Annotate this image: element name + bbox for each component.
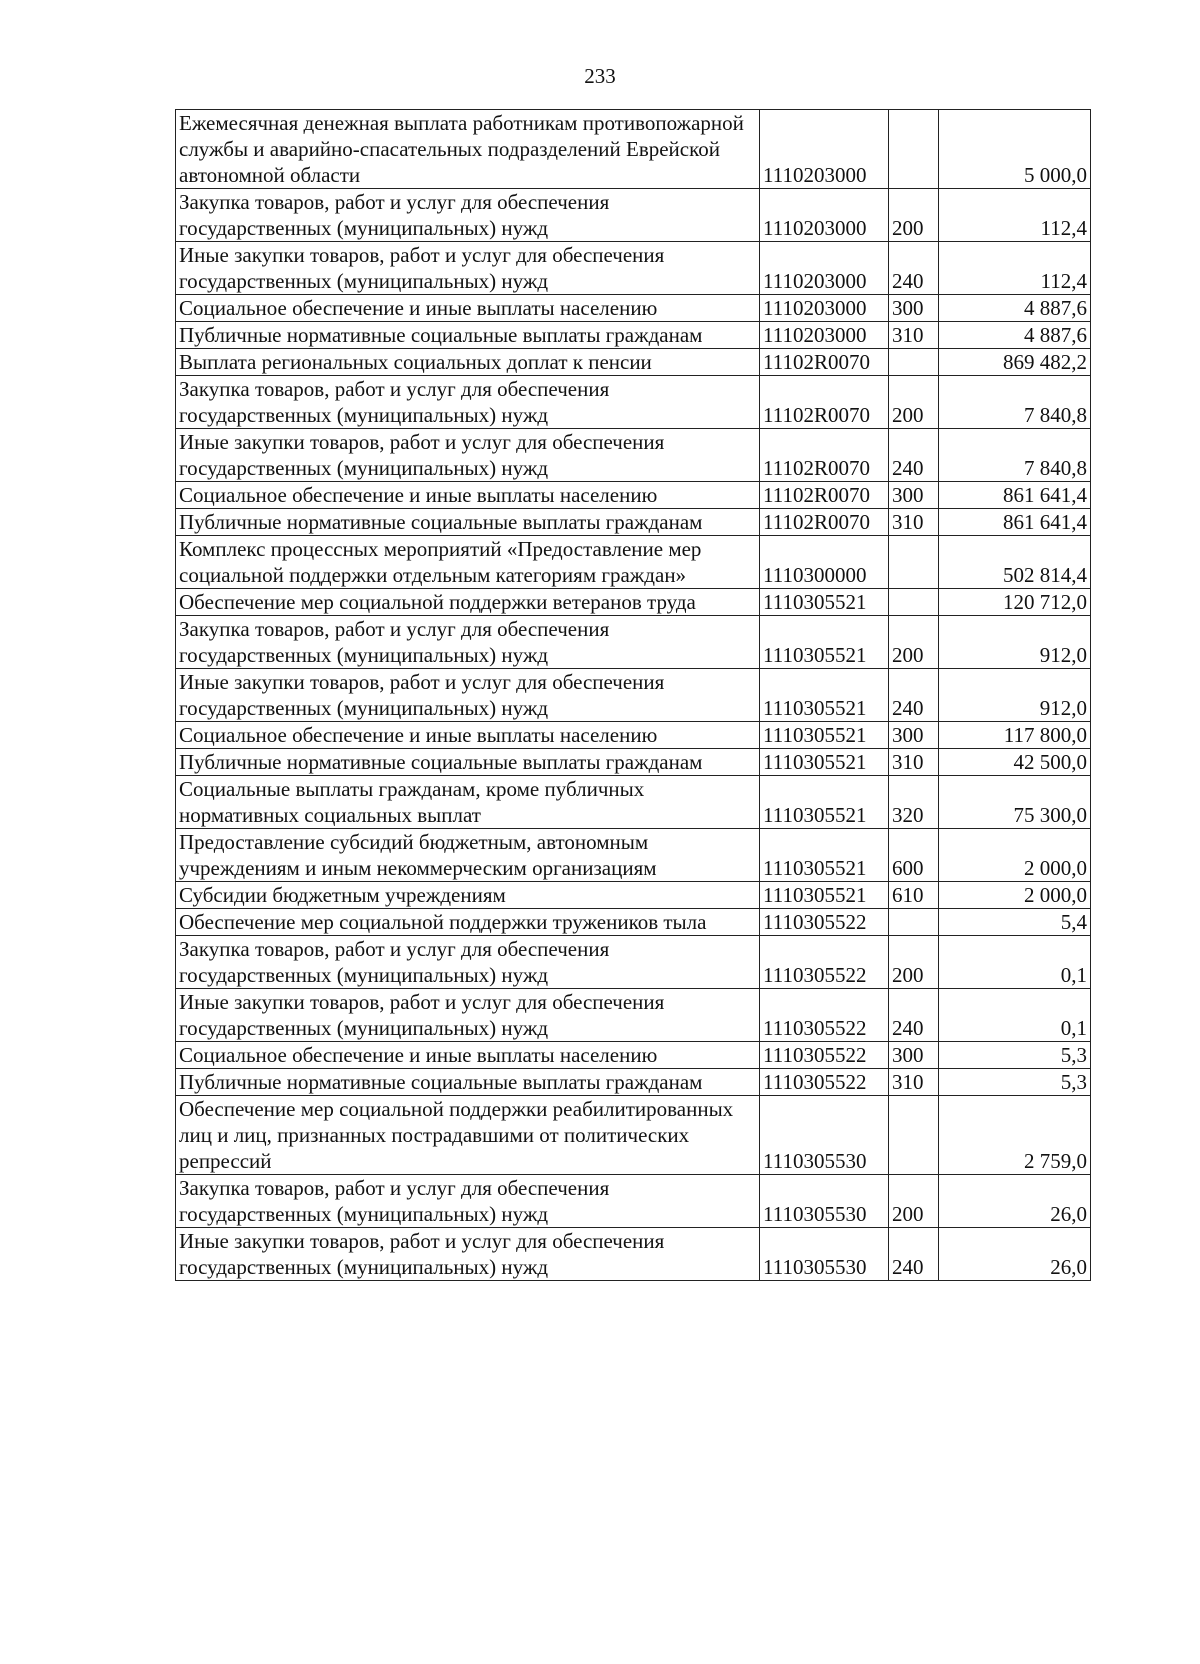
row-code-cell: 11102R0070 [760, 349, 889, 376]
row-amount-cell: 869 482,2 [939, 349, 1091, 376]
row-name-cell: Обеспечение мер социальной поддержки ветеранов труда [176, 589, 760, 616]
row-code-cell: 1110203000 [760, 189, 889, 242]
table-row [176, 376, 1091, 429]
row-code-cell: 1110305521 [760, 749, 889, 776]
row-type-cell [889, 909, 939, 936]
row-amount-cell: 861 641,4 [939, 509, 1091, 536]
row-amount-cell: 5,4 [939, 909, 1091, 936]
row-name-cell: Закупка товаров, работ и услуг для обеспечения государственных (муниципальных) нужд [176, 1175, 760, 1228]
row-type-cell: 200 [889, 376, 939, 429]
table-row [176, 242, 1091, 295]
row-type-cell: 240 [889, 429, 939, 482]
row-code-cell: 1110305530 [760, 1096, 889, 1175]
row-name-cell: Закупка товаров, работ и услуг для обеспечения государственных (муниципальных) нужд [176, 616, 760, 669]
row-type-cell: 310 [889, 1069, 939, 1096]
row-type-cell: 310 [889, 749, 939, 776]
page-number: 233 [584, 64, 616, 88]
row-amount-cell: 4 887,6 [939, 295, 1091, 322]
row-code-cell: 1110300000 [760, 536, 889, 589]
table-row [176, 882, 1091, 909]
row-code-cell: 1110305521 [760, 776, 889, 829]
table-row [176, 536, 1091, 589]
table-row [176, 1096, 1091, 1175]
row-code-cell: 1110203000 [760, 295, 889, 322]
row-code-cell: 11102R0070 [760, 482, 889, 509]
row-amount-cell: 5,3 [939, 1042, 1091, 1069]
row-amount-cell: 42 500,0 [939, 749, 1091, 776]
table-row [176, 1042, 1091, 1069]
row-code-cell: 1110305530 [760, 1175, 889, 1228]
row-name-cell: Закупка товаров, работ и услуг для обеспечения государственных (муниципальных) нужд [176, 936, 760, 989]
row-name-cell: Социальные выплаты гражданам, кроме публичных нормативных социальных выплат [176, 776, 760, 829]
row-type-cell: 300 [889, 482, 939, 509]
row-name-cell: Предоставление субсидий бюджетным, автономным учреждениям и иным некоммерческим организациям [176, 829, 760, 882]
row-amount-cell: 7 840,8 [939, 376, 1091, 429]
row-amount-cell: 2 000,0 [939, 882, 1091, 909]
row-code-cell: 1110305521 [760, 722, 889, 749]
table-row [176, 189, 1091, 242]
table-row [176, 776, 1091, 829]
table-row [176, 429, 1091, 482]
row-type-cell: 200 [889, 936, 939, 989]
table-row [176, 1175, 1091, 1228]
row-code-cell: 1110305521 [760, 882, 889, 909]
row-type-cell [889, 349, 939, 376]
row-type-cell: 300 [889, 722, 939, 749]
row-type-cell: 240 [889, 1228, 939, 1281]
row-type-cell: 600 [889, 829, 939, 882]
table-row [176, 669, 1091, 722]
table-row [176, 482, 1091, 509]
row-name-cell: Социальное обеспечение и иные выплаты населению [176, 295, 760, 322]
row-type-cell: 240 [889, 669, 939, 722]
table-row [176, 722, 1091, 749]
row-code-cell: 1110305522 [760, 1069, 889, 1096]
row-amount-cell: 120 712,0 [939, 589, 1091, 616]
table-row [176, 749, 1091, 776]
table-row [176, 509, 1091, 536]
row-type-cell: 200 [889, 1175, 939, 1228]
row-amount-cell: 861 641,4 [939, 482, 1091, 509]
row-name-cell: Социальное обеспечение и иные выплаты населению [176, 482, 760, 509]
row-name-cell: Иные закупки товаров, работ и услуг для обеспечения государственных (муниципальных) нужд [176, 429, 760, 482]
row-name-cell: Иные закупки товаров, работ и услуг для обеспечения государственных (муниципальных) нужд [176, 242, 760, 295]
row-type-cell: 310 [889, 509, 939, 536]
row-amount-cell: 0,1 [939, 989, 1091, 1042]
row-code-cell: 1110305522 [760, 909, 889, 936]
row-amount-cell: 912,0 [939, 616, 1091, 669]
row-code-cell: 1110305521 [760, 669, 889, 722]
table-row [176, 1069, 1091, 1096]
row-type-cell: 300 [889, 295, 939, 322]
row-code-cell: 11102R0070 [760, 376, 889, 429]
table-row [176, 936, 1091, 989]
row-amount-cell: 912,0 [939, 669, 1091, 722]
row-type-cell: 200 [889, 189, 939, 242]
budget-table-body [176, 110, 1091, 1281]
row-code-cell: 1110305521 [760, 616, 889, 669]
row-code-cell: 1110305530 [760, 1228, 889, 1281]
row-type-cell: 300 [889, 1042, 939, 1069]
row-type-cell [889, 536, 939, 589]
row-amount-cell: 5,3 [939, 1069, 1091, 1096]
row-code-cell: 1110203000 [760, 242, 889, 295]
row-name-cell: Публичные нормативные социальные выплаты гражданам [176, 509, 760, 536]
table-row [176, 829, 1091, 882]
row-name-cell: Обеспечение мер социальной поддержки тружеников тыла [176, 909, 760, 936]
row-name-cell: Комплекс процессных мероприятий «Предоставление мер социальной поддержки отдельным категориям граждан» [176, 536, 760, 589]
row-name-cell: Иные закупки товаров, работ и услуг для обеспечения государственных (муниципальных) нужд [176, 669, 760, 722]
row-name-cell: Субсидии бюджетным учреждениям [176, 882, 760, 909]
row-type-cell: 200 [889, 616, 939, 669]
row-amount-cell: 112,4 [939, 242, 1091, 295]
row-code-cell: 11102R0070 [760, 429, 889, 482]
row-code-cell: 11102R0070 [760, 509, 889, 536]
table-row [176, 110, 1091, 189]
row-name-cell: Выплата региональных социальных доплат к пенсии [176, 349, 760, 376]
budget-table [175, 109, 1091, 1281]
row-amount-cell: 502 814,4 [939, 536, 1091, 589]
row-type-cell: 240 [889, 242, 939, 295]
table-row [176, 1228, 1091, 1281]
row-name-cell: Публичные нормативные социальные выплаты гражданам [176, 322, 760, 349]
row-name-cell: Закупка товаров, работ и услуг для обеспечения государственных (муниципальных) нужд [176, 189, 760, 242]
row-amount-cell: 7 840,8 [939, 429, 1091, 482]
row-amount-cell: 2 000,0 [939, 829, 1091, 882]
row-code-cell: 1110305522 [760, 1042, 889, 1069]
row-code-cell: 1110305522 [760, 936, 889, 989]
row-type-cell [889, 110, 939, 189]
table-row [176, 589, 1091, 616]
row-amount-cell: 5 000,0 [939, 110, 1091, 189]
table-row [176, 295, 1091, 322]
row-code-cell: 1110203000 [760, 110, 889, 189]
row-amount-cell: 112,4 [939, 189, 1091, 242]
row-amount-cell: 26,0 [939, 1228, 1091, 1281]
row-name-cell: Иные закупки товаров, работ и услуг для обеспечения государственных (муниципальных) нужд [176, 1228, 760, 1281]
row-amount-cell: 75 300,0 [939, 776, 1091, 829]
table-row [176, 989, 1091, 1042]
row-type-cell [889, 589, 939, 616]
row-code-cell: 1110305521 [760, 589, 889, 616]
row-amount-cell: 0,1 [939, 936, 1091, 989]
row-name-cell: Социальное обеспечение и иные выплаты населению [176, 722, 760, 749]
row-type-cell: 240 [889, 989, 939, 1042]
table-row [176, 616, 1091, 669]
row-name-cell: Обеспечение мер социальной поддержки реабилитированных лиц и лиц, признанных пострадавшими от политических репрессий [176, 1096, 760, 1175]
row-name-cell: Публичные нормативные социальные выплаты гражданам [176, 749, 760, 776]
table-row [176, 322, 1091, 349]
row-type-cell [889, 1096, 939, 1175]
row-code-cell: 1110305522 [760, 989, 889, 1042]
row-type-cell: 610 [889, 882, 939, 909]
row-amount-cell: 4 887,6 [939, 322, 1091, 349]
row-code-cell: 1110305521 [760, 829, 889, 882]
table-row [176, 349, 1091, 376]
row-type-cell: 320 [889, 776, 939, 829]
row-name-cell: Иные закупки товаров, работ и услуг для обеспечения государственных (муниципальных) нужд [176, 989, 760, 1042]
row-name-cell: Ежемесячная денежная выплата работникам противопожарной службы и аварийно-спасательных подразделений Еврейской автономной области [176, 110, 760, 189]
row-type-cell: 310 [889, 322, 939, 349]
row-name-cell: Социальное обеспечение и иные выплаты населению [176, 1042, 760, 1069]
row-amount-cell: 117 800,0 [939, 722, 1091, 749]
row-name-cell: Публичные нормативные социальные выплаты гражданам [176, 1069, 760, 1096]
row-name-cell: Закупка товаров, работ и услуг для обеспечения государственных (муниципальных) нужд [176, 376, 760, 429]
row-amount-cell: 26,0 [939, 1175, 1091, 1228]
table-row [176, 909, 1091, 936]
row-amount-cell: 2 759,0 [939, 1096, 1091, 1175]
row-code-cell: 1110203000 [760, 322, 889, 349]
